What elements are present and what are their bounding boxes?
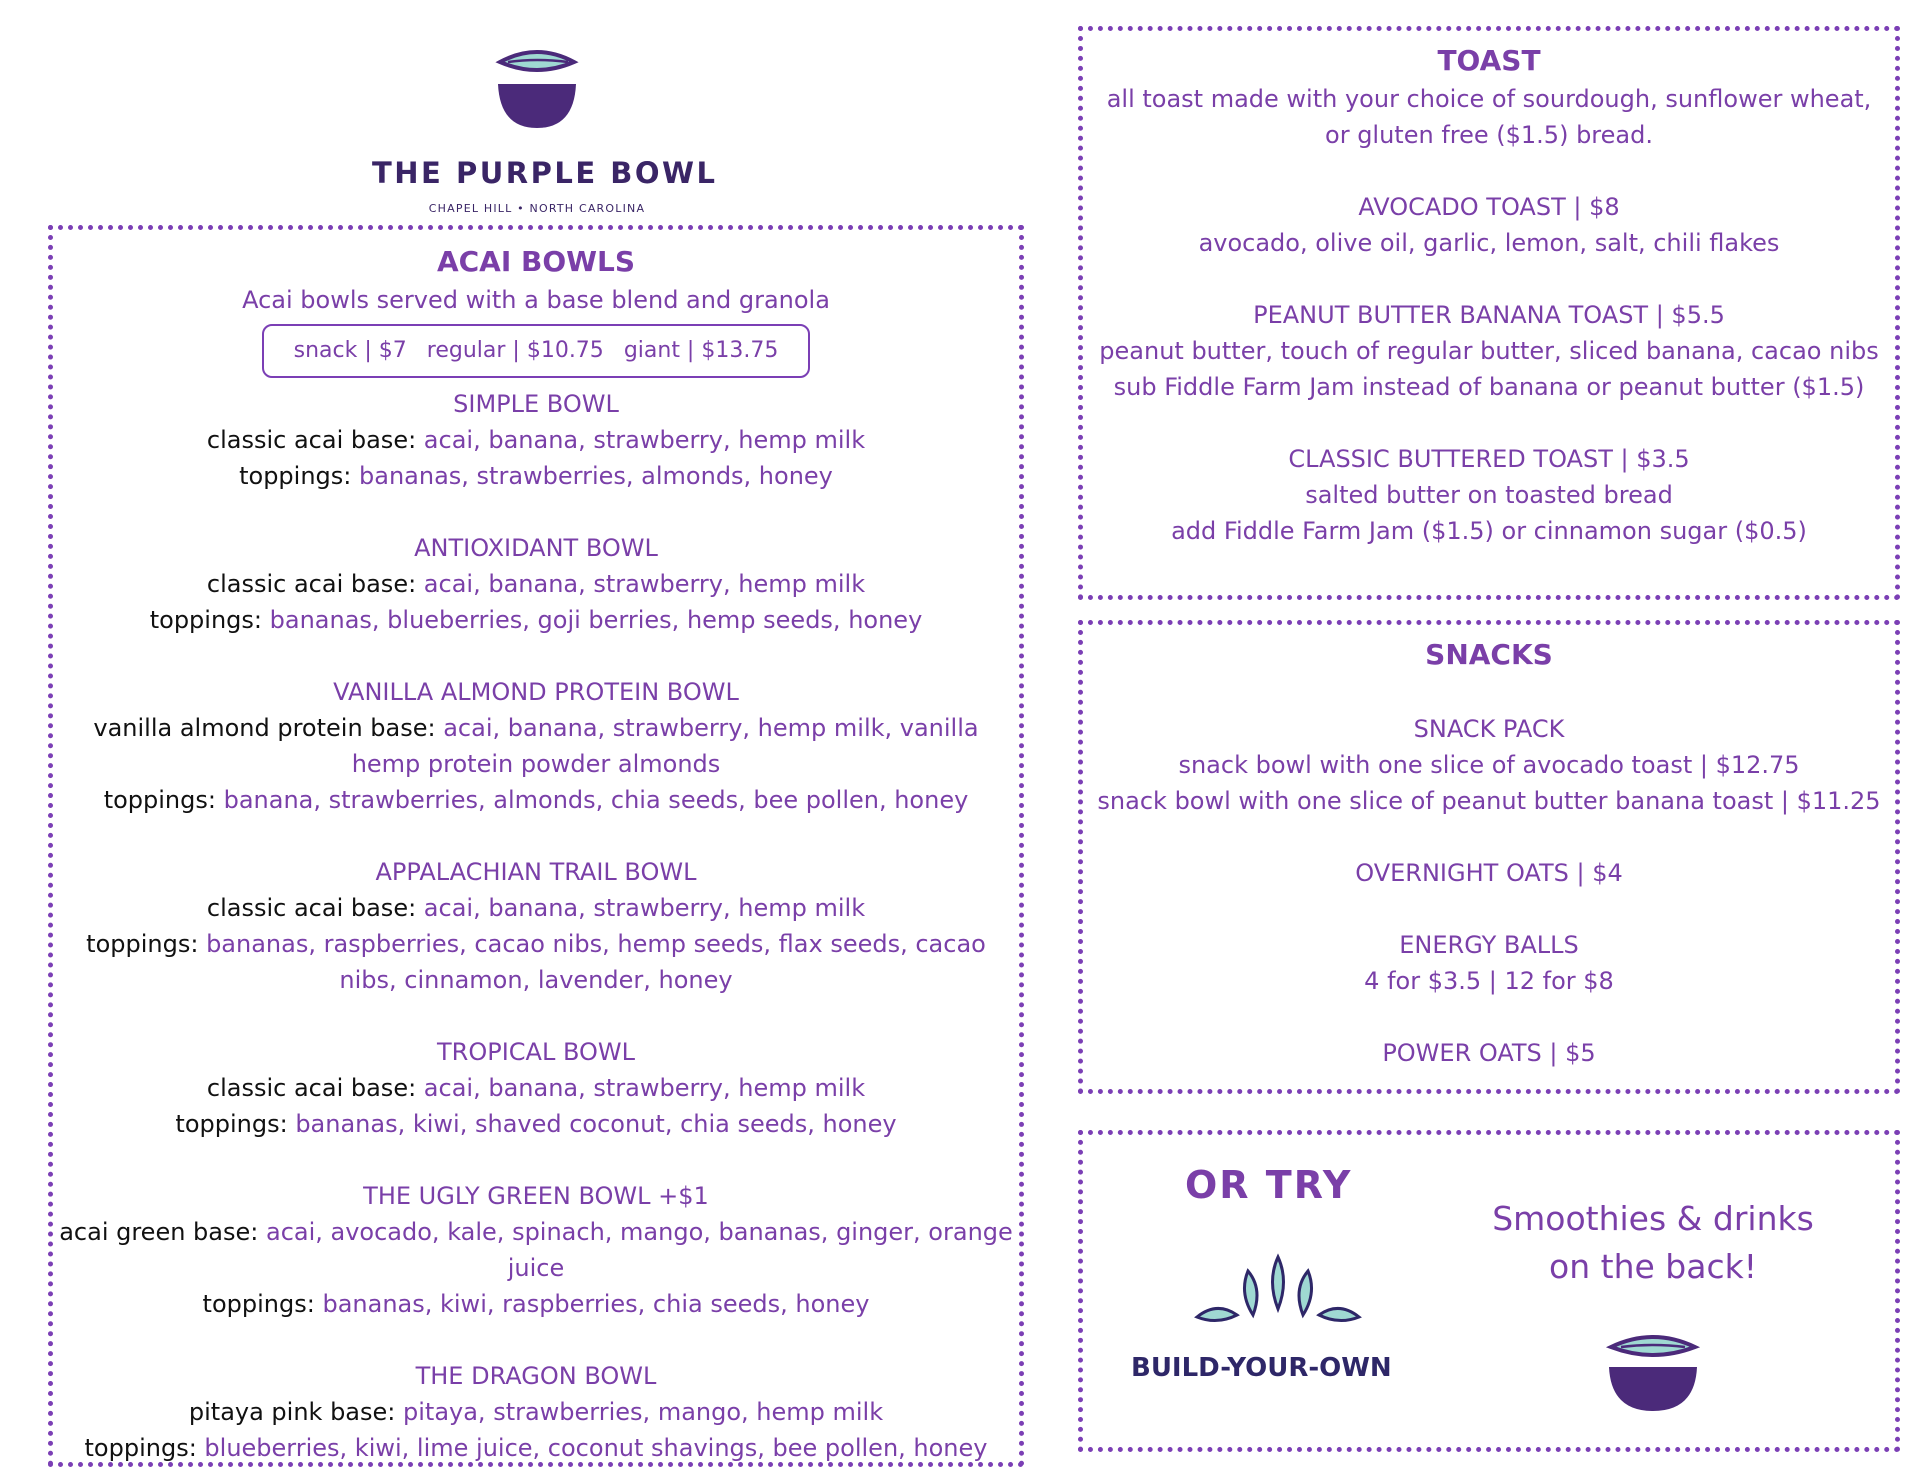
menu-item xyxy=(53,386,1019,494)
ingredient-list: juice xyxy=(507,1254,565,1282)
item-line xyxy=(53,962,1019,998)
smoothies-line: on the back! xyxy=(1549,1247,1757,1286)
item-line xyxy=(53,458,1019,494)
item-name: PEANUT BUTTER BANANA TOAST | $5.5 xyxy=(1253,301,1725,329)
leaf-cluster-icon xyxy=(1193,1253,1363,1333)
bowl-with-leaf-icon xyxy=(492,48,582,130)
ingredient-label: toppings: xyxy=(202,1290,323,1318)
section-title: ACAI BOWLS xyxy=(436,245,636,278)
item-line xyxy=(53,1394,1019,1430)
item-line: salted butter on toasted bread xyxy=(1305,481,1673,509)
ingredient-list: acai, banana, strawberry, hemp milk xyxy=(423,894,866,922)
item-line: snack bowl with one slice of peanut butter banana toast | $11.25 xyxy=(1097,787,1881,815)
item-line xyxy=(53,1106,1019,1142)
menu-item xyxy=(53,1034,1019,1142)
ingredient-label: toppings: xyxy=(175,1110,296,1138)
menu-item xyxy=(53,1178,1019,1322)
menu-item xyxy=(53,530,1019,638)
item-line xyxy=(53,1250,1019,1286)
menu-item xyxy=(53,674,1019,818)
ingredient-label: classic acai base: xyxy=(206,894,424,922)
item-line: 4 for $3.5 | 12 for $8 xyxy=(1364,967,1614,995)
spacer xyxy=(1083,405,1895,441)
smoothies-note xyxy=(1473,1195,1833,1291)
section-title: TOAST xyxy=(1437,44,1541,77)
item-name: TROPICAL BOWL xyxy=(437,1038,635,1066)
ingredient-list: bananas, raspberries, cacao nibs, hemp seeds, flax seeds, cacao xyxy=(206,930,986,958)
item-line xyxy=(53,710,1019,746)
item-name: VANILLA ALMOND PROTEIN BOWL xyxy=(333,678,739,706)
or-try-heading: OR TRY xyxy=(1185,1163,1353,1207)
item-line xyxy=(53,566,1019,602)
item-name: ANTIOXIDANT BOWL xyxy=(414,534,658,562)
ingredient-label: classic acai base: xyxy=(206,426,424,454)
item-name: AVOCADO TOAST | $8 xyxy=(1358,193,1620,221)
ingredient-list: acai, banana, strawberry, hemp milk xyxy=(423,426,866,454)
ingredient-label: toppings: xyxy=(84,1434,205,1462)
spacer xyxy=(1083,675,1895,711)
size-regular: regular | $10.75 xyxy=(426,338,604,363)
or-try-section xyxy=(1078,1130,1900,1452)
item-line xyxy=(53,890,1019,926)
brand-logo xyxy=(372,48,718,215)
snack-item-list xyxy=(1083,675,1895,1071)
size-snack: snack | $7 xyxy=(293,338,407,363)
ingredient-list: pitaya, strawberries, mango, hemp milk xyxy=(403,1398,884,1426)
snacks-section xyxy=(1078,620,1900,1094)
ingredient-label: toppings: xyxy=(149,606,270,634)
toast-item-list xyxy=(1083,153,1895,549)
item-line xyxy=(53,1286,1019,1322)
item-line: snack bowl with one slice of avocado toast | $12.75 xyxy=(1178,751,1800,779)
section-subtitle: Acai bowls served with a base blend and granola xyxy=(242,286,830,314)
ingredient-list: acai, banana, strawberry, hemp milk xyxy=(423,1074,866,1102)
ingredient-list: acai, banana, strawberry, hemp milk xyxy=(423,570,866,598)
item-line xyxy=(53,422,1019,458)
item-line xyxy=(53,746,1019,782)
acai-bowls-section xyxy=(48,225,1024,1467)
ingredient-list: blueberries, kiwi, lime juice, coconut shavings, bee pollen, honey xyxy=(204,1434,988,1462)
ingredient-label: toppings: xyxy=(239,462,359,490)
size-price-box xyxy=(262,324,811,378)
spacer xyxy=(1083,891,1895,927)
ingredient-label: classic acai base: xyxy=(206,570,424,598)
size-giant: giant | $13.75 xyxy=(623,338,779,363)
ingredient-list: bananas, strawberries, almonds, honey xyxy=(359,462,833,490)
spacer xyxy=(1083,819,1895,855)
item-line: add Fiddle Farm Jam ($1.5) or cinnamon sugar ($0.5) xyxy=(1171,517,1807,545)
ingredient-label: toppings: xyxy=(103,786,224,814)
menu-item xyxy=(53,854,1019,998)
ingredient-list: bananas, kiwi, raspberries, chia seeds, honey xyxy=(322,1290,870,1318)
item-name: ENERGY BALLS xyxy=(1399,931,1579,959)
item-line: sub Fiddle Farm Jam instead of banana or peanut butter ($1.5) xyxy=(1113,373,1865,401)
build-your-own-label: BUILD-YOUR-OWN xyxy=(1131,1353,1392,1383)
section-title: SNACKS xyxy=(1425,638,1553,671)
item-name: OVERNIGHT OATS | $4 xyxy=(1355,859,1623,887)
item-name: POWER OATS | $5 xyxy=(1382,1039,1596,1067)
item-name: CLASSIC BUTTERED TOAST | $3.5 xyxy=(1288,445,1690,473)
item-line xyxy=(53,782,1019,818)
menu-item xyxy=(53,1358,1019,1466)
ingredient-label: vanilla almond protein base: xyxy=(93,714,444,742)
item-name: THE DRAGON BOWL xyxy=(415,1362,657,1390)
ingredient-list: acai, banana, strawberry, hemp milk, vanilla xyxy=(443,714,979,742)
ingredient-label: acai green base: xyxy=(59,1218,266,1246)
spacer xyxy=(1083,261,1895,297)
item-line xyxy=(53,1430,1019,1466)
ingredient-list: bananas, blueberries, goji berries, hemp seeds, honey xyxy=(269,606,923,634)
bowl-with-leaf-icon xyxy=(1603,1333,1703,1413)
ingredient-list: hemp protein powder almonds xyxy=(351,750,721,778)
ingredient-list: banana, strawberries, almonds, chia seeds, bee pollen, honey xyxy=(223,786,969,814)
toast-intro-line: all toast made with your choice of sourdough, sunflower wheat, xyxy=(1106,85,1872,113)
item-line xyxy=(53,602,1019,638)
item-name: THE UGLY GREEN BOWL +$1 xyxy=(363,1182,709,1210)
item-name: SNACK PACK xyxy=(1413,715,1565,743)
ingredient-label: toppings: xyxy=(86,930,207,958)
spacer xyxy=(1083,999,1895,1035)
brand-tagline: CHAPEL HILL • NORTH CAROLINA xyxy=(428,202,646,215)
ingredient-label: classic acai base: xyxy=(206,1074,424,1102)
acai-item-list xyxy=(53,386,1019,1466)
ingredient-label: pitaya pink base: xyxy=(188,1398,403,1426)
ingredient-list: acai, avocado, kale, spinach, mango, bananas, ginger, orange xyxy=(265,1218,1013,1246)
item-line: avocado, olive oil, garlic, lemon, salt, chili flakes xyxy=(1198,229,1780,257)
brand-name: THE PURPLE BOWL xyxy=(372,156,718,190)
item-line xyxy=(53,1070,1019,1106)
spacer xyxy=(1083,153,1895,189)
toast-intro-line: or gluten free ($1.5) bread. xyxy=(1325,121,1653,149)
item-name: APPALACHIAN TRAIL BOWL xyxy=(375,858,697,886)
ingredient-list: nibs, cinnamon, lavender, honey xyxy=(339,966,733,994)
toast-section xyxy=(1078,26,1900,600)
smoothies-line: Smoothies & drinks xyxy=(1492,1199,1814,1238)
item-name: SIMPLE BOWL xyxy=(453,390,619,418)
item-line: peanut butter, touch of regular butter, sliced banana, cacao nibs xyxy=(1099,337,1879,365)
item-line xyxy=(53,1214,1019,1250)
item-line xyxy=(53,926,1019,962)
ingredient-list: bananas, kiwi, shaved coconut, chia seeds, honey xyxy=(295,1110,897,1138)
